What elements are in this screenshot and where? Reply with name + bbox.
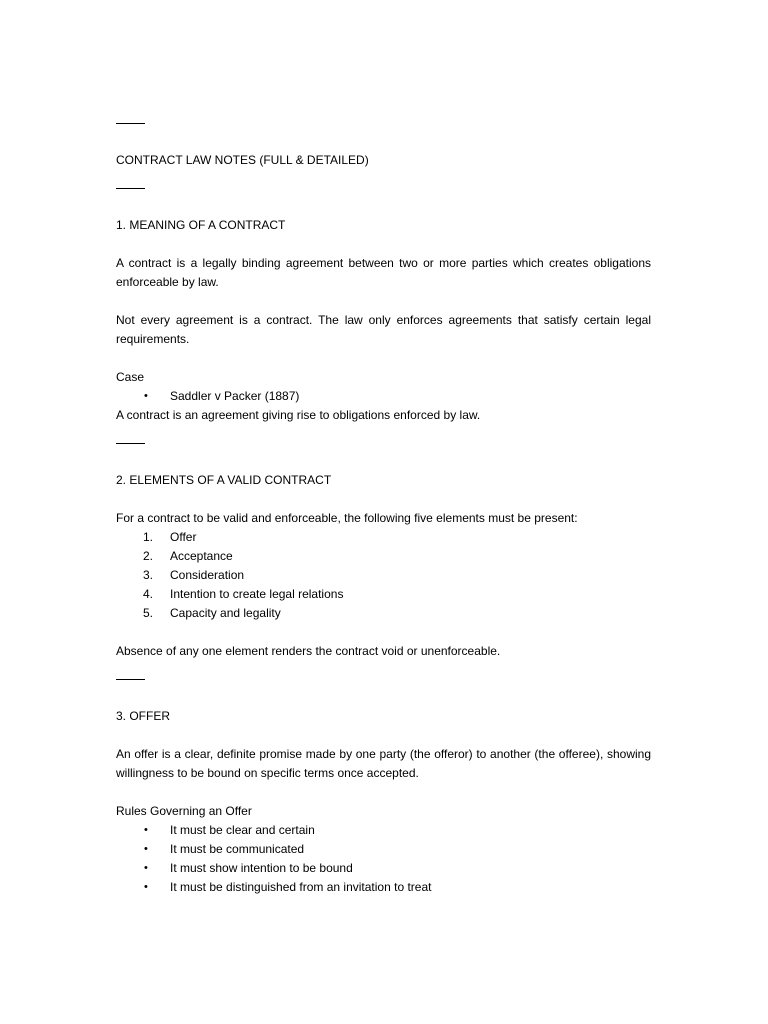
case-note: A contract is an agreement giving rise to obligations enforced by law. xyxy=(116,408,481,422)
section-heading-meaning: 1. MEANING OF A CONTRACT xyxy=(116,218,286,232)
list-item: 1. Offer xyxy=(143,530,197,544)
list-item: • It must be distinguished from an invitation to treat xyxy=(116,878,651,897)
rules-label: Rules Governing an Offer xyxy=(116,804,252,818)
rules-list xyxy=(116,821,651,897)
bullet-icon: • xyxy=(144,390,148,402)
document-body xyxy=(116,114,651,897)
list-item: • It must be clear and certain xyxy=(116,821,651,840)
bullet-icon: • xyxy=(144,824,148,836)
bullet-icon: • xyxy=(144,862,148,874)
case-list xyxy=(116,387,651,406)
list-item: • Saddler v Packer (1887) xyxy=(116,387,651,406)
paragraph: Absence of any one element renders the contract void or unenforceable. xyxy=(116,644,501,658)
document-title: CONTRACT LAW NOTES (FULL & DETAILED) xyxy=(116,153,369,167)
bullet-icon: • xyxy=(144,881,148,893)
case-label: Case xyxy=(116,370,145,384)
paragraph: An offer is a clear, definite promise made by one party (the offeror) to another (the offeree), showing willingness to be bound on specific terms once accepted. xyxy=(116,747,651,780)
list-item: • It must be communicated xyxy=(116,840,651,859)
bullet-icon: • xyxy=(144,843,148,855)
paragraph: A contract is a legally binding agreement between two or more parties which creates obligations enforceable by law. xyxy=(116,256,651,289)
list-item: 5. Capacity and legality xyxy=(143,606,281,620)
list-item: 4. Intention to create legal relations xyxy=(143,587,344,601)
list-item: • It must show intention to be bound xyxy=(116,859,651,878)
list-item: 3. Consideration xyxy=(143,568,245,582)
section-heading-elements: 2. ELEMENTS OF A VALID CONTRACT xyxy=(116,473,332,487)
paragraph: Not every agreement is a contract. The law only enforces agreements that satisfy certain legal requirements. xyxy=(116,313,651,346)
elements-list xyxy=(116,528,651,623)
section-heading-offer: 3. OFFER xyxy=(116,709,171,723)
paragraph: For a contract to be valid and enforceable, the following five elements must be present: xyxy=(116,511,578,525)
list-item: 2. Acceptance xyxy=(143,549,233,563)
